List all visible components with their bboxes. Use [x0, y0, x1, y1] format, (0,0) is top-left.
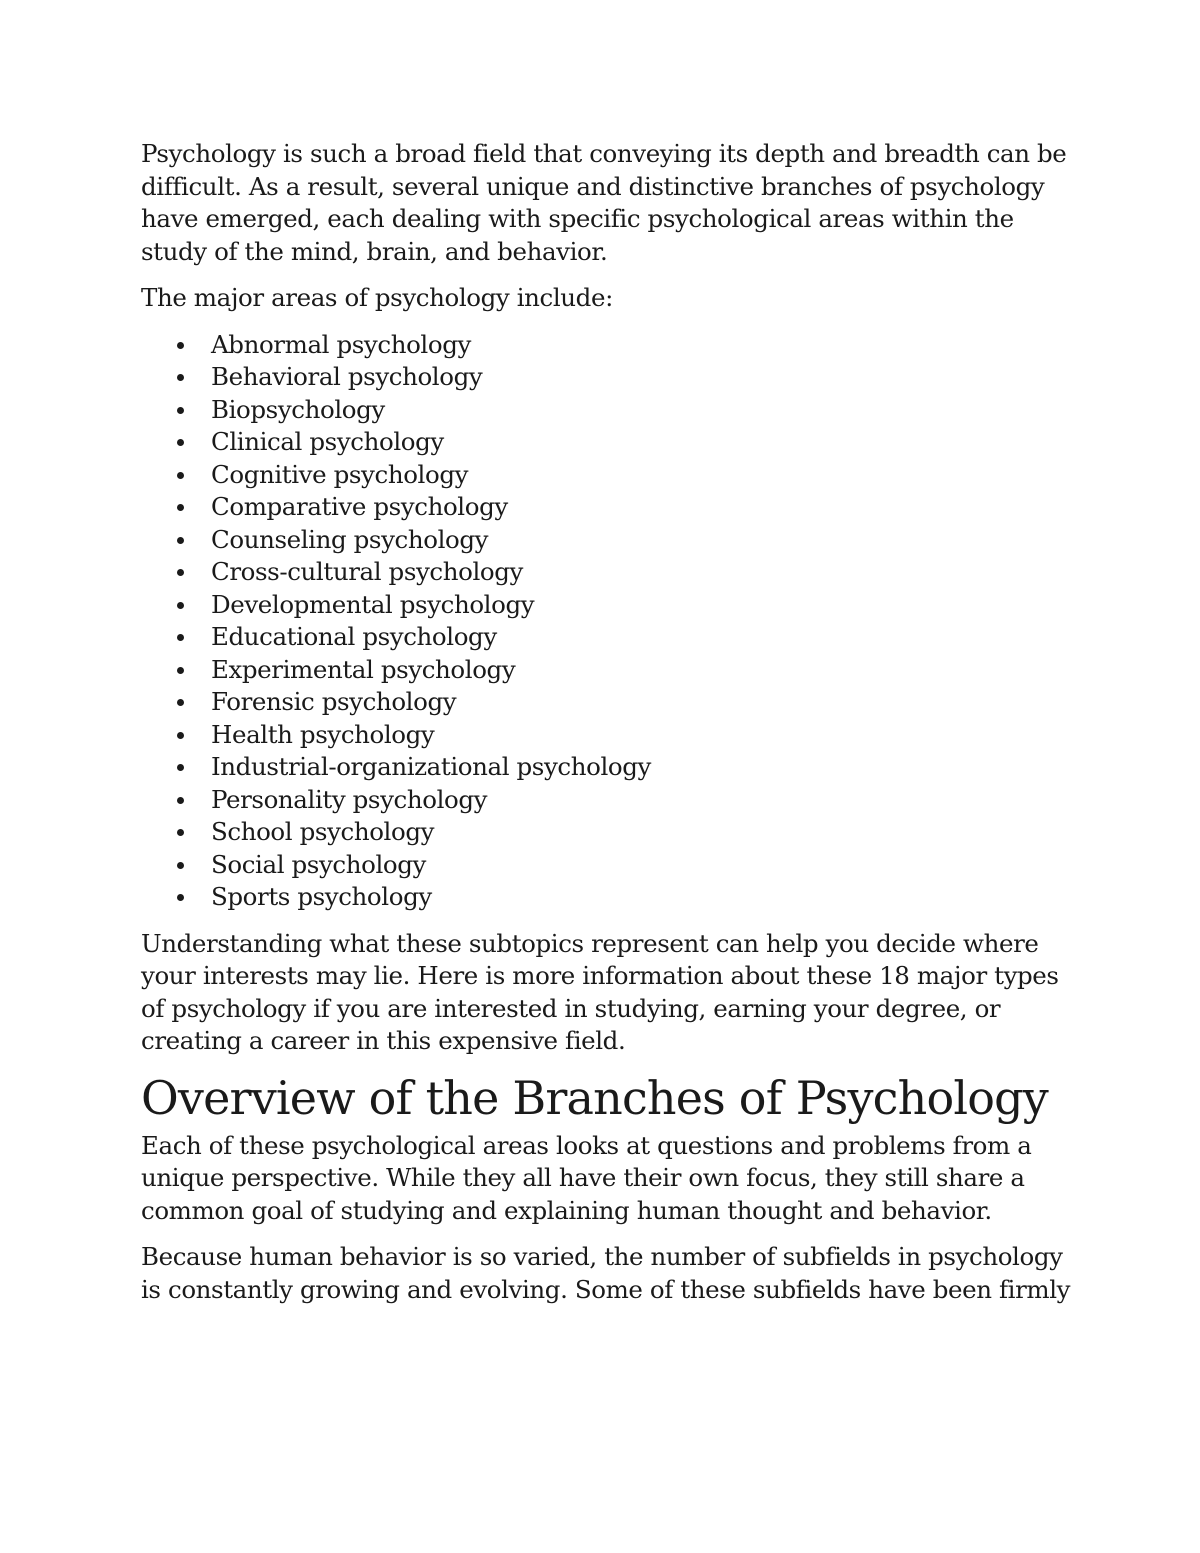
bullet-icon — [177, 472, 184, 479]
bullet-icon — [177, 764, 184, 771]
bullet-icon — [177, 504, 184, 511]
bullet-icon — [177, 439, 184, 446]
list-item: Developmental psychology — [141, 589, 1071, 622]
list-item: Cross-cultural psychology — [141, 556, 1071, 589]
list-item: Health psychology — [141, 719, 1071, 752]
list-item: Sports psychology — [141, 881, 1071, 914]
list-item: Industrial-organizational psychology — [141, 751, 1071, 784]
bullet-icon — [177, 374, 184, 381]
list-item: Personality psychology — [141, 784, 1071, 817]
bullet-icon — [177, 667, 184, 674]
bullet-icon — [177, 797, 184, 804]
list-lead: The major areas of psychology include: — [141, 283, 613, 312]
bullet-icon — [177, 602, 184, 609]
list-item: Biopsychology — [141, 394, 1071, 427]
bullet-icon — [177, 862, 184, 869]
list-item: Comparative psychology — [141, 491, 1071, 524]
understanding-paragraph: Understanding what these subtopics represent can help you decide where your interests may lie. Here is more information about these 18 major types of psychology if you are interested in studying, earning your degree, or creating a career in this expensive field. — [141, 928, 1059, 1055]
document-page — [141, 138, 1071, 1306]
intro-paragraph: Psychology is such a broad field that conveying its depth and breadth can be difficult. As a result, several unique and distinctive branches of psychology have emerged, each dealing with specific psychological areas within the study of the mind, brain, and behavior. — [141, 139, 1067, 266]
bullet-icon — [177, 699, 184, 706]
list-item: School psychology — [141, 816, 1071, 849]
each-paragraph: Each of these psychological areas looks at questions and problems from a unique perspective. While they all have their own focus, they still share a common goal of studying and explaining human thought and behavior. — [141, 1130, 1032, 1225]
list-item: Educational psychology — [141, 621, 1071, 654]
bullet-icon — [177, 732, 184, 739]
bullet-icon — [177, 894, 184, 901]
list-item: Behavioral psychology — [141, 361, 1071, 394]
list-item: Cognitive psychology — [141, 459, 1071, 492]
list-item: Forensic psychology — [141, 686, 1071, 719]
list-item: Counseling psychology — [141, 524, 1071, 557]
because-paragraph: Because human behavior is so varied, the number of subfields in psychology is constantly growing and evolving. Some of these subfields have been firmly — [141, 1242, 1071, 1304]
bullet-icon — [177, 569, 184, 576]
list-item: Experimental psychology — [141, 654, 1071, 687]
list-item: Social psychology — [141, 849, 1071, 882]
bullet-icon — [177, 537, 184, 544]
bullet-icon — [177, 342, 184, 349]
bullet-icon — [177, 829, 184, 836]
list-item: Abnormal psychology — [141, 329, 1071, 362]
bullet-icon — [177, 634, 184, 641]
section-heading: Overview of the Branches of Psychology — [141, 1070, 1048, 1125]
bullet-icon — [177, 407, 184, 414]
list-item: Clinical psychology — [141, 426, 1071, 459]
areas-list — [141, 329, 1071, 914]
